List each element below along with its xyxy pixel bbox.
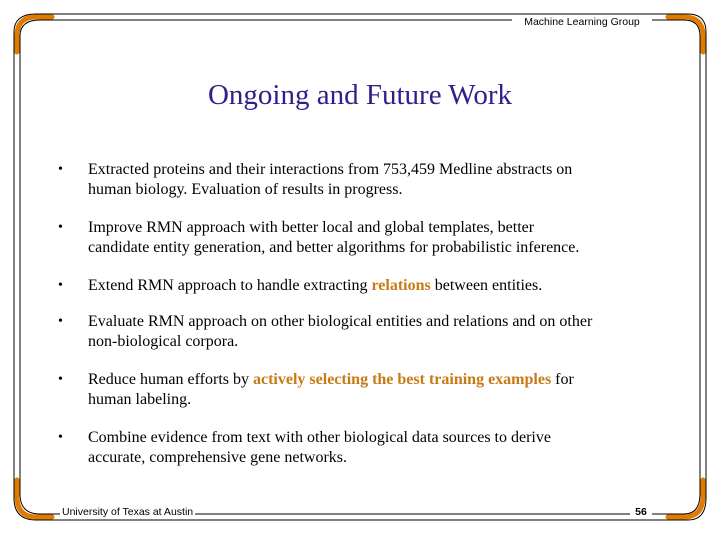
bullet-list bbox=[58, 160, 670, 468]
bullet-item bbox=[58, 218, 670, 258]
frame-corner-bottom-left bbox=[17, 480, 52, 517]
bullet-text: Improve RMN approach with better local and global templates, better candidate entity generation, and better algorithms for probabilistic inference. bbox=[88, 219, 580, 256]
bullet-text: Combine evidence from text with other biological data sources to derive accurate, comprehensive gene networks. bbox=[88, 429, 551, 466]
bullet-icon: • bbox=[58, 278, 63, 293]
bullet-icon: • bbox=[58, 162, 63, 177]
bullet-item bbox=[58, 276, 670, 296]
frame-corner-bottom-right bbox=[668, 480, 703, 517]
footer-page-number: 56 bbox=[630, 505, 652, 519]
frame-corner-top-right bbox=[668, 17, 703, 52]
highlight-text: relations bbox=[371, 277, 431, 294]
bullet-icon: • bbox=[58, 314, 63, 329]
bullet-item bbox=[58, 312, 670, 352]
bullet-text: Evaluate RMN approach on other biological entities and relations and on other non-biological corpora. bbox=[88, 313, 593, 350]
slide-title: Ongoing and Future Work bbox=[207, 79, 513, 111]
bullet-text: Extracted proteins and their interactions from 753,459 Medline abstracts on human biology. Evaluation of results in progress. bbox=[88, 161, 573, 198]
bullet-text: Reduce human efforts by actively selecting the best training examples for human labeling. bbox=[88, 371, 574, 408]
bullet-text: Extend RMN approach to handle extracting relations between entities. bbox=[88, 277, 543, 294]
header-group-label: Machine Learning Group bbox=[512, 15, 652, 29]
bullet-icon: • bbox=[58, 430, 63, 445]
highlight-text: actively selecting the best training examples bbox=[253, 371, 552, 388]
frame-corner-top-left bbox=[17, 17, 52, 52]
bullet-item bbox=[58, 370, 670, 410]
bullet-icon: • bbox=[58, 220, 63, 235]
bullet-item bbox=[58, 160, 670, 200]
bullet-item bbox=[58, 428, 670, 468]
bullet-icon: • bbox=[58, 372, 63, 387]
footer-institution: University of Texas at Austin bbox=[62, 506, 194, 518]
